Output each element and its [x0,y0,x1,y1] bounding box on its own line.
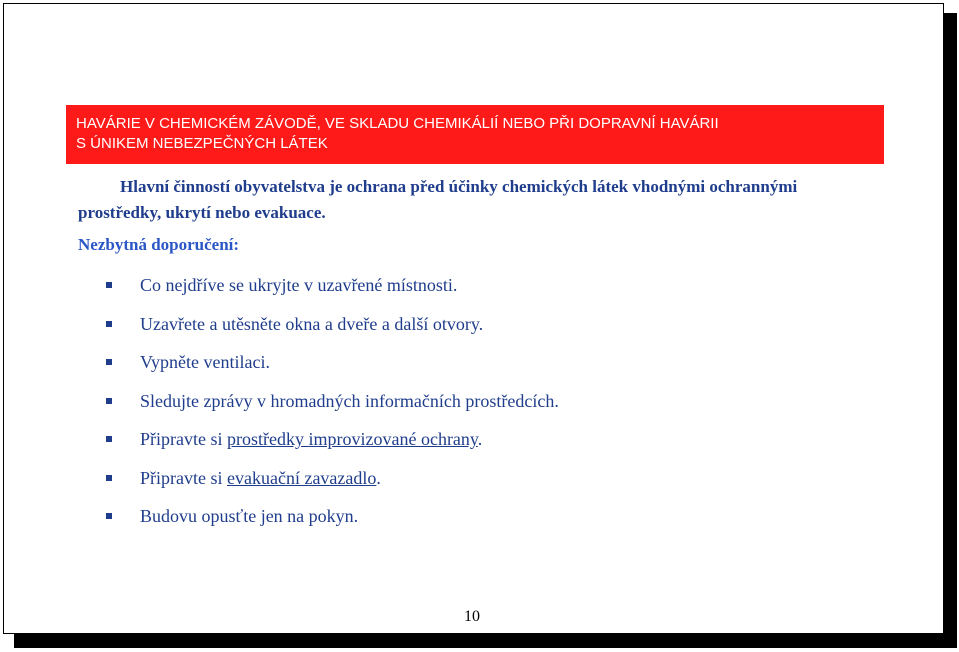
recommendations-list [106,266,559,536]
square-bullet-icon [106,321,112,327]
list-item-text: Uzavřete a utěsněte okna a dveře a další otvory. [140,313,484,334]
list-item-text: Budovu opusťte jen na pokyn. [140,506,359,527]
page-number: 10 [464,608,480,625]
square-bullet-icon [106,475,112,481]
list-item-text: Co nejdříve se ukryjte v uzavřené místnosti. [140,275,458,296]
square-bullet-icon [106,282,112,288]
square-bullet-icon [106,398,112,404]
list-item [106,382,559,421]
banner-title-line-1: HAVÁRIE V CHEMICKÉM ZÁVODĚ, VE SKLADU CHEMIKÁLIÍ NEBO PŘI DOPRAVNÍ HAVÁRII [76,115,719,132]
list-item-text: Sledujte zprávy v hromadných informačních prostředcích. [140,390,559,411]
intro-paragraph: Hlavní činností obyvatelstva je ochrana před účinky chemických látek vhodnými ochrannými prostředky, ukrytí nebo evakuace. [78,177,798,222]
list-item [106,497,559,536]
list-item-text [140,466,381,490]
square-bullet-icon [106,359,112,365]
evacuation-luggage-link[interactable]: evakuační zavazadlo [227,467,377,488]
list-item [106,459,559,498]
list-item-text [140,427,482,451]
square-bullet-icon [106,436,112,442]
list-item-prefix: Připravte si [140,429,227,450]
list-item [106,266,559,305]
square-bullet-icon [106,513,112,519]
list-item [106,343,559,382]
list-item-text: Vypněte ventilaci. [140,352,270,373]
list-item-prefix: Připravte si [140,467,227,488]
title-banner [66,105,884,164]
improvised-protection-link[interactable]: prostředky improvizované ochrany [227,429,478,450]
banner-title-line-2: S ÚNIKEM NEBEZPEČNÝCH LÁTEK [76,135,328,152]
recommendations-heading: Nezbytná doporučení: [78,235,240,254]
list-item [106,305,559,344]
list-item [106,420,559,459]
list-item-suffix: . [477,429,483,450]
list-item-suffix: . [376,467,381,488]
